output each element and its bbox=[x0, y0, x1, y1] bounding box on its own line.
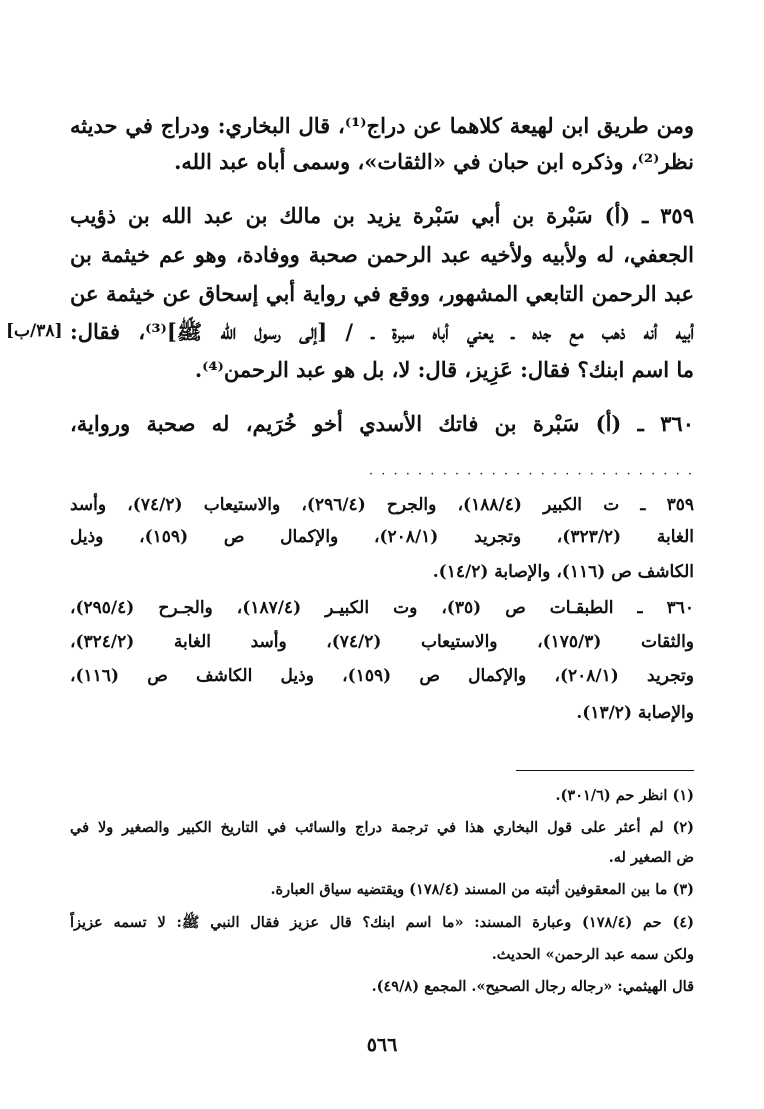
footnote-1: (١) انظر حم (٣٠١/٦). bbox=[555, 787, 694, 804]
main-text-line: الجعفي، له ولأبيه ولأخيه عبد الرحمن صحبة ووفادة، وهو عم خيثمة بن bbox=[70, 242, 694, 267]
footnote-3: (٣) ما بين المعقوفين أثبته من المسند (١٧٨/٤) ويقتضيه سياق العبارة. bbox=[270, 881, 694, 898]
footnote-4-haythami: قال الهيثمي: «رجاله رجال الصحيح». المجمع (٤٩/٨). bbox=[371, 978, 694, 995]
main-text-line: أبيه أنه ذهب مع جده ـ يعني أباه سبرة ـ / [إلى رسول الله ﷺ]⁽³⁾، فقال: bbox=[70, 319, 694, 344]
entry-360-heading: ٣٦٠ ـ (أ) سَبْرة بن فاتك الأسدي أخو خُرَيم، له صحبة ورواية، bbox=[70, 411, 694, 436]
footnote-2-continuation: ض الصغير له. bbox=[608, 849, 694, 866]
source-line: والثقات (١٧٥/٣)، والاستيعاب (٧٤/٢)، وأسد الغابة (٣٢٤/٢)، bbox=[70, 632, 694, 652]
footnote-rule bbox=[516, 770, 694, 771]
source-line: ٣٦٠ ـ الطبقـات ص (٣٥)، وت الكبيـر (١٨٧/٤)، والجـرح (٢٩٥/٤)، bbox=[70, 598, 694, 618]
footnote-2: (٢) لم أعثر على قول البخاري هذا في ترجمة دراج والسائب في التاريخ الكبير والصغير ولا في bbox=[70, 819, 694, 836]
source-line: ٣٥٩ ـ ت الكبير (١٨٨/٤)، والجرح (٢٩٦/٤)، والاستيعاب (٧٤/٢)، وأسد bbox=[70, 495, 694, 515]
source-line: الكاشف ص (١١٦)، والإصابة (١٤/٢). bbox=[432, 562, 694, 582]
dotted-separator: · · · · · · · · · · · · · · · · · · · · · · · · · · · bbox=[368, 470, 694, 480]
manuscript-folio-marker: [٣٨/ب] bbox=[6, 321, 63, 341]
entry-359-heading: ٣٥٩ ـ (أ) سَبْرة بن أبي سَبْرة يزيد بن مالك بن عبد الله بن ذؤيب bbox=[70, 203, 694, 228]
main-text-line: ما اسم ابنك؟ فقال: عَزِيز، قال: لا، بل هو عبد الرحمن⁽⁴⁾. bbox=[194, 357, 694, 382]
main-text-line: عبد الرحمن التابعي المشهور، ووقع في رواية أبي إسحاق عن خيثمة عن bbox=[70, 281, 694, 306]
footnote-4: (٤) حم (١٧٨/٤) وعبارة المسند: «ما اسم ابنك؟ قال عزيز فقال النبي ﷺ: لا تسمه عزيزاً bbox=[70, 914, 694, 931]
source-line: الغابة (٣٢٣/٢)، وتجريد (٢٠٨/١)، والإكمال ص (١٥٩)، وذيل bbox=[70, 527, 694, 547]
source-line: والإصابة (١٣/٢). bbox=[576, 703, 694, 723]
source-line: وتجريد (٢٠٨/١)، والإكمال ص (١٥٩)، وذيل الكاشف ص (١١٦)، bbox=[70, 666, 694, 686]
main-text-line: ومن طريق ابن لهيعة كلاهما عن دراج⁽¹⁾، قال البخاري: ودراج في حديثه bbox=[70, 113, 694, 138]
main-text-line: نظر⁽²⁾، وذكره ابن حبان في «الثقات»، وسمى أباه عبد الله. bbox=[174, 149, 694, 174]
page-number: ٥٦٦ bbox=[366, 1034, 398, 1056]
footnote-4-continuation: ولكن سمه عبد الرحمن» الحديث. bbox=[491, 946, 694, 963]
